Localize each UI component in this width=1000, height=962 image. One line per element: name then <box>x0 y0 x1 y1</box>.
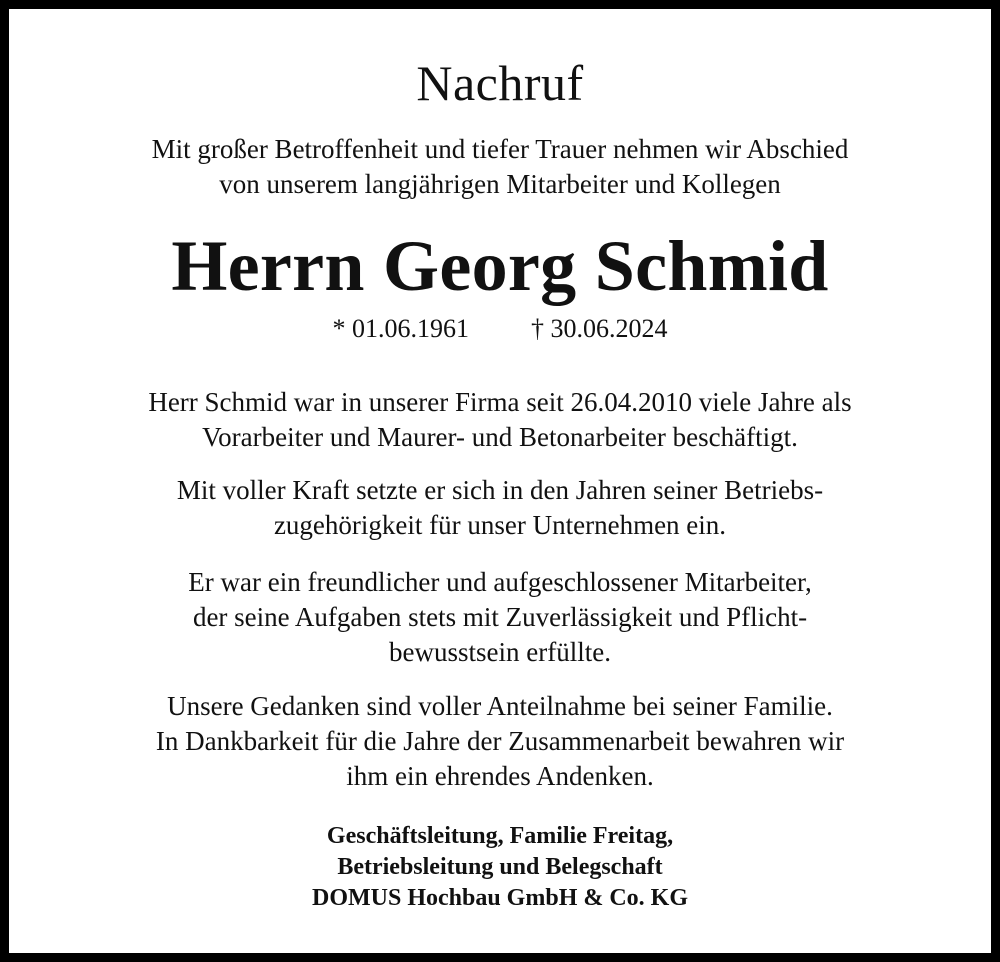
paragraph-line: Herr Schmid war in unserer Firma seit 26.04.2010 viele Jahre als <box>148 387 852 417</box>
paragraph-character <box>9 565 991 670</box>
signature-block <box>9 821 991 914</box>
paragraph-line: der seine Aufgaben stets mit Zuverlässigkeit und Pflicht- <box>192 602 808 632</box>
paragraph-line: zugehörigkeit für unser Unternehmen ein. <box>273 510 727 540</box>
intro-line: von unserem langjährigen Mitarbeiter und Kollegen <box>219 169 781 199</box>
paragraph-employment <box>9 385 991 455</box>
paragraph-line: Mit voller Kraft setzte er sich in den Jahren seiner Betriebs- <box>176 475 824 505</box>
paragraph-line: In Dankbarkeit für die Jahre der Zusammenarbeit bewahren wir <box>155 726 845 756</box>
intro-text <box>9 132 991 202</box>
signature-line: Geschäftsleitung, Familie Freitag, <box>326 823 674 849</box>
signature-line: Betriebsleitung und Belegschaft <box>337 854 663 880</box>
intro-line: Mit großer Betroffenheit und tiefer Trauer nehmen wir Abschied <box>151 134 849 164</box>
paragraph-line: Vorarbeiter und Maurer- und Betonarbeiter beschäftigt. <box>202 422 798 452</box>
paragraph-commitment <box>9 473 991 543</box>
death-date: † 30.06.2024 <box>531 314 668 343</box>
company-name: DOMUS Hochbau GmbH & Co. KG <box>311 885 689 911</box>
paragraph-condolence <box>9 689 991 794</box>
life-dates <box>9 312 991 346</box>
notice-title: Nachruf <box>416 55 584 111</box>
deceased-name: Herrn Georg Schmid <box>171 226 829 306</box>
paragraph-line: bewusstsein erfüllte. <box>389 637 611 667</box>
birth-date: * 01.06.1961 <box>332 314 469 343</box>
paragraph-line: Er war ein freundlicher und aufgeschlossener Mitarbeiter, <box>188 567 812 597</box>
paragraph-line: Unsere Gedanken sind voller Anteilnahme bei seiner Familie. <box>167 691 833 721</box>
paragraph-line: ihm ein ehrendes Andenken. <box>346 761 654 791</box>
